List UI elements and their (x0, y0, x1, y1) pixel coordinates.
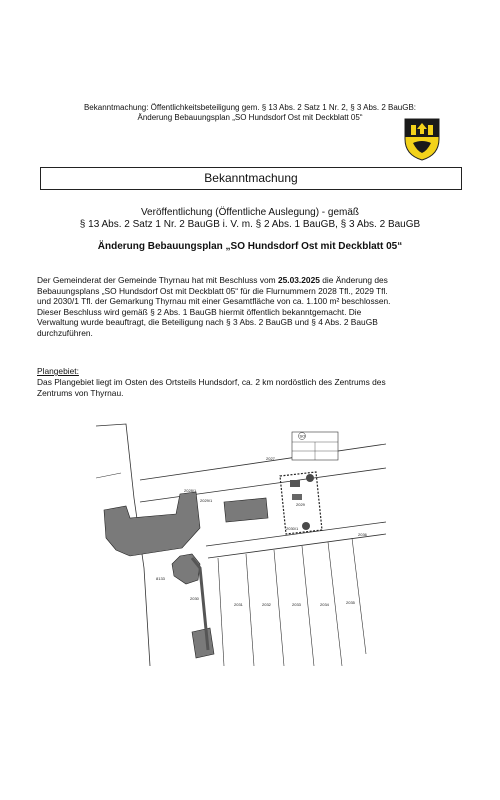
paragraph-line: durchzuführen. (37, 327, 93, 338)
header-line-1: Bekanntmachung: Öffentlichkeitsbeteiligung gem. § 13 Abs. 2 Satz 1 Nr. 2, § 3 Abs. 2 BauGB: (83, 103, 417, 112)
parcel-label: 2032 (262, 602, 271, 607)
plangebiet-paragraph (37, 377, 455, 398)
paragraph-line: Verwaltung wurde beauftragt, die Beteiligung nach § 3 Abs. 2 BauGB und § 4 Abs. 2 BauGB (37, 317, 378, 328)
municipal-coat-of-arms (403, 117, 441, 161)
map-building (104, 492, 200, 556)
announcement-title-box: Bekanntmachung (40, 167, 462, 190)
paragraph-line: Dieser Beschluss wird gemäß § 2 Abs. 1 BauGB hiermit öffentlich bekanntgemacht. Die (37, 306, 362, 317)
header-line-2: Änderung Bebauungsplan „SO Hundsdorf Ost mit Deckblatt 05“ (137, 113, 363, 122)
map-building (192, 628, 214, 658)
parcel-label: 2030 (190, 596, 199, 601)
parcel-label: 2035 (346, 600, 355, 605)
parcel-label: 2027 (266, 456, 275, 461)
parcel-label: 2031 (234, 602, 243, 607)
map-road-line (140, 444, 386, 480)
map-building (172, 554, 200, 584)
parcel-label: 2033 (292, 602, 301, 607)
paragraph-line: Bebauungsplans „SO Hundsdorf Ost mit Deckblatt 05“ für die Flurnummern 2028 Tfl., 2029 Tfl. (37, 285, 388, 296)
parcel-label: 8133 (156, 576, 165, 581)
parcel-label: 2028/1 (184, 488, 197, 493)
parcel-label: 2029 (296, 502, 305, 507)
map-building (290, 480, 300, 487)
publication-line-2: § 13 Abs. 2 Satz 1 Nr. 2 BauGB i. V. m. § 2 Abs. 1 BauGB, § 3 Abs. 2 BauGB (79, 219, 421, 230)
resolution-date: 25.03.2025 (277, 275, 320, 285)
paragraph-line: und 2030/1 Tfl. der Gemarkung Thyrnau mit einer Gesamtfläche von ca. 1.100 m² beschlossen. (37, 296, 391, 307)
parcel-label: 2036 (358, 532, 367, 537)
site-plan-map (96, 418, 386, 666)
map-building (224, 498, 268, 522)
map-building (292, 494, 302, 500)
tree-symbol (306, 474, 314, 482)
parcel-label: 2030/1 (286, 526, 299, 531)
plangebiet-heading: Plangebiet: (37, 366, 79, 376)
tree-symbol (302, 522, 310, 530)
subject-heading: Änderung Bebauungsplan „SO Hundsdorf Ost mit Deckblatt 05“ (97, 241, 403, 252)
publication-line-1: Veröffentlichung (Öffentliche Auslegung) - gemäß (140, 207, 360, 218)
legend-so-symbol: SO (299, 433, 306, 439)
paragraph-line: Der Gemeinderat der Gemeinde Thyrnau hat mit Beschluss vom 25.03.2025 die Änderung des (37, 275, 388, 285)
paragraph-line: Das Plangebiet liegt im Osten des Ortsteils Hundsdorf, ca. 2 km nordöstlich des Zentrums des (37, 377, 386, 387)
paragraph-line: Zentrums von Thyrnau. (37, 387, 124, 398)
parcel-label: 2034 (320, 602, 329, 607)
resolution-paragraph (37, 275, 455, 339)
parcel-label: 2029/1 (200, 498, 213, 503)
